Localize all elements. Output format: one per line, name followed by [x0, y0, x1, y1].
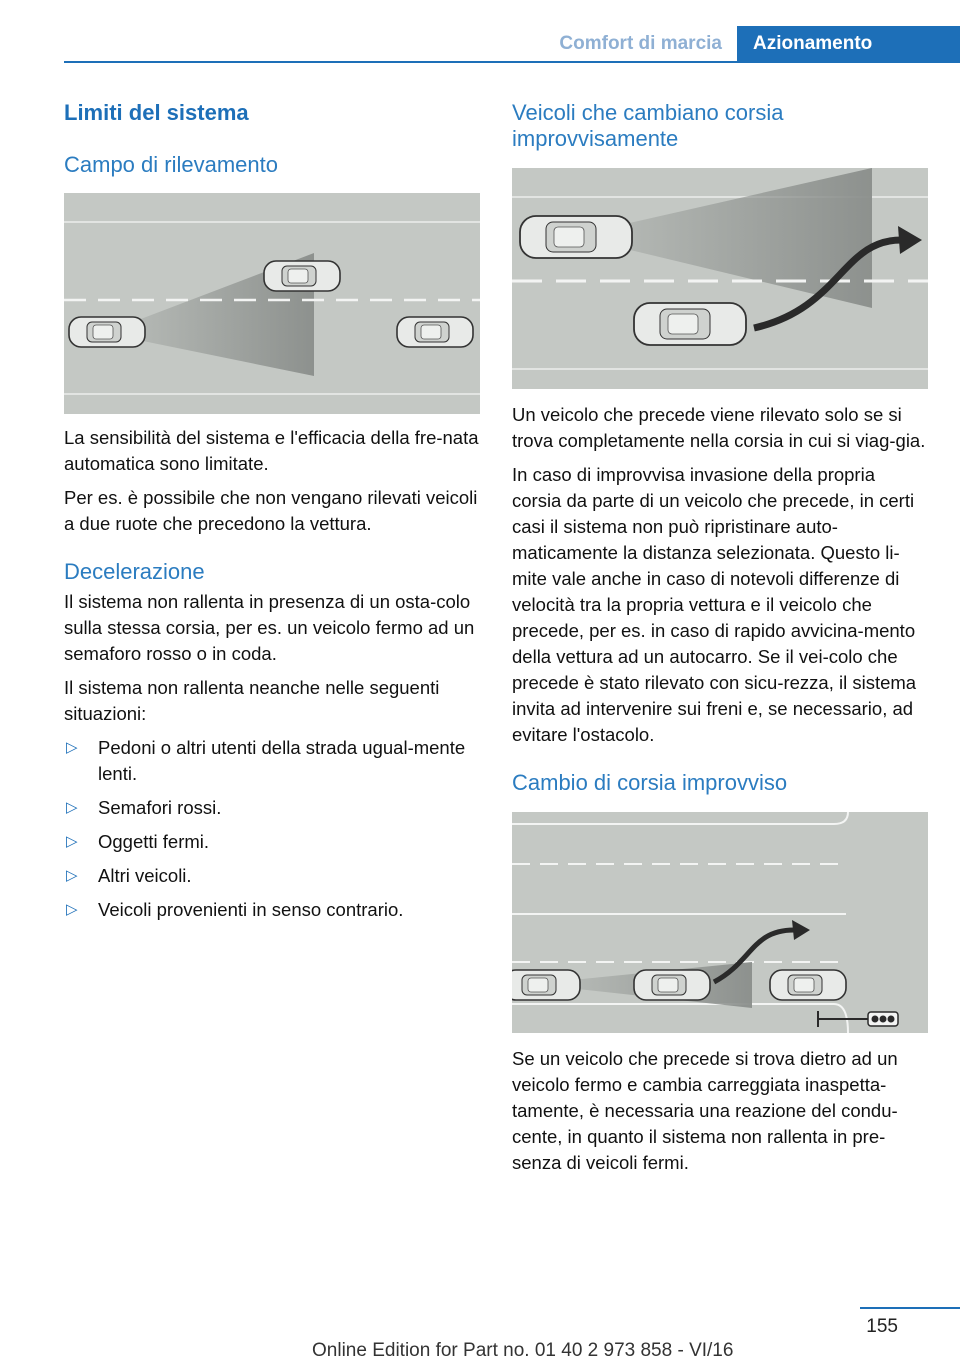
- sudden-lane-change-illustration: [512, 812, 928, 1033]
- list-item: ▷ Oggetti fermi.: [64, 829, 480, 855]
- car-own: [512, 970, 580, 1000]
- header-chapter-tab: Azionamento: [737, 26, 960, 61]
- heading-sudden-lane-change: Cambio di corsia improvviso: [512, 770, 788, 795]
- paragraph-sudden-intrusion: In caso di improvvisa invasione della propria corsia da parte di un veicolo che precede, in certi casi il sistema non può ripristinare auto-maticamente la distanza selezionata. Questo li-mite vale anche in caso di notevoli differenze di velocità tra la propria vettura e il veicolo che precede, per es. in caso di rapido avvicina-mento della vettura ad un autocarro. Se il vei-colo che precede è stato rilevato con sicu-rezza, il sistema invita ad intervenire sui freni e, se necessario, ad evitare l'ostacolo.: [512, 464, 917, 745]
- page-number: 155: [866, 1316, 898, 1337]
- heading-detection-range: Campo di rilevamento: [64, 152, 278, 177]
- heading-deceleration: Decelerazione: [64, 559, 205, 584]
- situation-list: [64, 735, 480, 923]
- triangle-bullet-icon: ▷: [66, 739, 78, 756]
- header-section-label: Comfort di marcia: [559, 33, 722, 54]
- paragraph-obstacle: Il sistema non rallenta in presenza di un osta-colo sulla stessa corsia, per es. un veicolo fermo ad un semaforo rosso o in coda.: [64, 591, 475, 664]
- triangle-bullet-icon: ▷: [66, 901, 78, 918]
- paragraph-situations: Il sistema non rallenta neanche nelle seguenti situazioni:: [64, 677, 440, 724]
- header-rule: [64, 61, 960, 63]
- triangle-bullet-icon: ▷: [66, 833, 78, 850]
- triangle-bullet-icon: ▷: [66, 799, 78, 816]
- paragraph-detection: Un veicolo che precede viene rilevato solo se si trova completamente nella corsia in cui si viag-gia.: [512, 404, 926, 451]
- list-item: ▷ Veicoli provenienti in senso contrario.: [64, 897, 480, 923]
- traffic-light-icon: [868, 1012, 898, 1026]
- footer-rule: [860, 1307, 960, 1309]
- list-item: ▷ Altri veicoli.: [64, 863, 480, 889]
- footer-edition: Online Edition for Part no. 01 40 2 973 858 - VI/16: [312, 1340, 734, 1361]
- paragraph-stationary-vehicle: Se un veicolo che precede si trova dietro ad un veicolo fermo e cambia carreggiata inaspetta-tamente, è necessaria una reazione del condu-cente, in quanto il sistema non rallenta in pre-senza di veicoli fermi.: [512, 1048, 898, 1173]
- heading-lane-changing-vehicles: Veicoli che cambiano corsia improvvisamente: [512, 100, 784, 151]
- detection-range-illustration: [64, 193, 480, 414]
- right-column: [512, 100, 928, 1176]
- car-ahead: [634, 970, 710, 1000]
- car-cutting-in: [634, 303, 746, 345]
- car-ahead: [397, 317, 473, 347]
- heading-system-limits: Limiti del sistema: [64, 100, 249, 125]
- car-stationary: [770, 970, 846, 1000]
- car-own: [69, 317, 145, 347]
- list-item: ▷ Semafori rossi.: [64, 795, 480, 821]
- paragraph-sensitivity: La sensibilità del sistema e l'efficacia della fre-nata automatica sono limitate.: [64, 427, 479, 474]
- left-column: [64, 100, 480, 923]
- list-item: ▷ Pedoni o altri utenti della strada ugual-mente lenti.: [66, 737, 466, 784]
- car-own: [520, 216, 632, 258]
- car-adjacent-lane: [264, 261, 340, 291]
- triangle-bullet-icon: ▷: [66, 867, 78, 884]
- lane-change-illustration: [512, 168, 928, 389]
- paragraph-two-wheelers: Per es. è possibile che non vengano rilevati veicoli a due ruote che precedono la vettura.: [64, 487, 478, 534]
